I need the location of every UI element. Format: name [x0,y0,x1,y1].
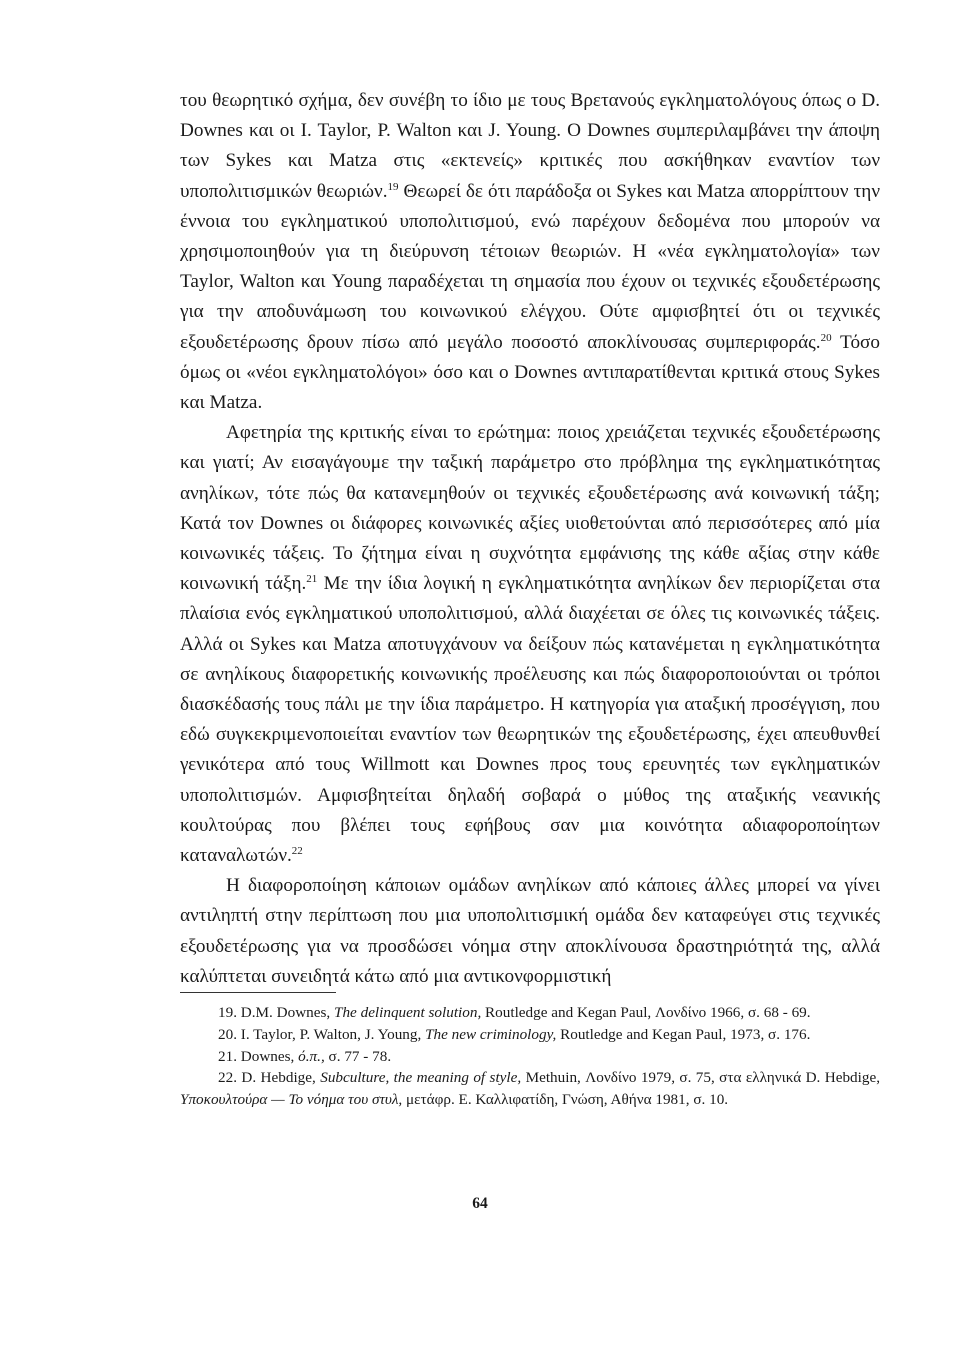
paragraph-1-text-b: Θεωρεί δε ότι παράδοξα οι Sykes και Matza απορρίπτουν την έννοια του εγκληματικού υποπολιτισμού, ενώ παρέχουν δεδομένα που μπορούν να χρησιμοποιηθούν για τη διεύρυνση τέτοιων θεωριών. Η «νέα εγκληματολογία» των Taylor, Walton και Young παραδέχεται τη σημασία που έχουν οι τεχνικές εξουδετέρωσης για την αποδυνάμωση του κοινωνικού ελέγχου. Ούτε αμφισβητεί ότι οι τεχνικές εξουδετέρωσης δρουν πίσω από μεγάλο ποσοστό αποκλίνουσας συμπεριφοράς. [180,180,881,353]
footnote-22-title: Subculture, the meaning of style, [320,1069,522,1087]
footnote-19-title: The delinquent solution, [334,1004,482,1021]
paragraph-1 [180,86,880,418]
footnote-22 [180,1067,880,1111]
footnote-20-post: Routledge and Kegan Paul, 1973, σ. 176. [556,1025,811,1043]
footnote-19 [180,1002,880,1024]
footnote-22-mid: Methuin, Λονδίνο 1979, σ. 75, στα ελληνικά D. Hebdige, [521,1069,880,1087]
footnote-ref-20[interactable]: 20 [820,331,832,344]
footnote-21-post: σ. 77 - 78. [324,1047,392,1065]
footnotes [180,1002,880,1111]
footnote-21-pre: 21. Downes, [218,1047,299,1065]
footnote-ref-19[interactable]: 19 [387,180,399,193]
paragraph-3-text: Η διαφοροποίηση κάποιων ομάδων ανηλίκων από κάποιες άλλες μπορεί να γίνει αντιληπτή στην περίπτωση που μια υποπολιτισμική ομάδα δεν καταφεύγει στις τεχνικές εξουδετέρωσης για να προσδώσει νόημα στην αποκλίνουσα δραστηριότητά της, αλλά καλύπτεται συνειδητά κάτω από μια αντικονφορμιστική [180,875,880,987]
main-text [180,86,880,992]
footnote-20 [180,1024,880,1046]
paragraph-1-text-c: Τόσο όμως οι «νέοι εγκληματολόγοι» όσο και ο Downes αντιπαρατίθενται κριτικά στους Sykes και Matza. [180,331,880,414]
footnote-ref-21[interactable]: 21 [306,573,318,586]
footnote-20-title: The new criminology, [425,1025,557,1043]
footnote-19-pre: 19. D.M. Downes, [218,1004,335,1021]
footnote-ref-22[interactable]: 22 [291,845,303,858]
footnote-21 [180,1046,880,1068]
footnote-20-pre: 20. I. Taylor, P. Walton, J. Young, [218,1025,426,1043]
page-number: 64 [472,1195,488,1212]
footnote-divider [180,992,336,993]
footnote-22-pre: 22. D. Hebdige, [218,1069,321,1087]
page-body [180,86,880,992]
paragraph-3 [180,871,880,992]
footnote-22-title-greek: Υποκουλτούρα — Το νόημα του στυλ, [180,1091,403,1109]
paragraph-1-text-a: του θεωρητικό σχήμα, δεν συνέβη το ίδιο με τους Βρετανούς εγκληματολόγους όπως ο D. Downes και οι I. Taylor, P. Walton και J. Young. Ο Downes συμπεριλαμβάνει την άποψη των Sykes και Matza στις «εκτενείς» κριτικές που ασκήθηκαν εναντίον των υποπολιτισμικών θεωριών. [180,90,880,202]
footnote-19-post: Routledge and Kegan Paul, Λονδίνο 1966, σ. 68 - 69. [481,1004,811,1021]
paragraph-2-text-b: Με την ίδια λογική η εγκληματικότητα ανηλίκων δεν περιορίζεται στα πλαίσια ενός εγκληματικού υποπολιτισμού, αλλά διαχέεται σε όλες τις κοινωνικές τάξεις. Αλλά οι Sykes και Matza αποτυγχάνουν να δείξουν πώς κατανέμεται η εγκληματικότητα σε ανηλίκους διαφορετικής κοινωνικής προέλευσης και πώς διαφοροποιούνται οι τρόποι διασκέδασής τους πάλι με την ίδια παράμετρο. Η κατηγορία για αταξική προσέγγιση, που εδώ συγκεκριμενοποιείται εναντίον των θεωρητικών της εξουδετέρωσης, έχει απευθυνθεί γενικότερα από τους Willmott και Downes προς τους ερευνητές των εγκληματικών υποπολιτισμών. Αμφισβητείται δηλαδή σοβαρά ο μύθος της αταξικής νεανικής κουλτούρας που βλέπει τους εφήβους σαν μια κοινότητα αδιαφοροποίητων καταναλωτών. [180,573,881,867]
footnote-21-title: ό.π., [298,1047,325,1065]
footnote-22-post: μετάφρ. Ε. Καλλιφατίδη, Γνώση, Αθήνα 1981, σ. 10. [402,1091,729,1109]
paragraph-2-text-a: Αφετηρία της κριτικής είναι το ερώτημα: ποιος χρειάζεται τεχνικές εξουδετέρωσης και γιατί; Αν εισαγάγουμε την ταξική παράμετρο στο πρόβλημα της εγκληματικότητας ανηλίκων, τότε πώς θα κατανεμηθούν οι τεχνικές εξουδετέρωσης ανά κοινωνική τάξη; Κατά τον Downes οι διάφορες κοινωνικές αξίες υιοθετούνται από περισσότερες από μία κοινωνικές τάξεις. Το ζήτημα είναι η συχνότητα εμφάνισης της κάθε αξίας στην κάθε κοινωνική τάξη. [180,422,880,595]
paragraph-2 [180,418,880,871]
